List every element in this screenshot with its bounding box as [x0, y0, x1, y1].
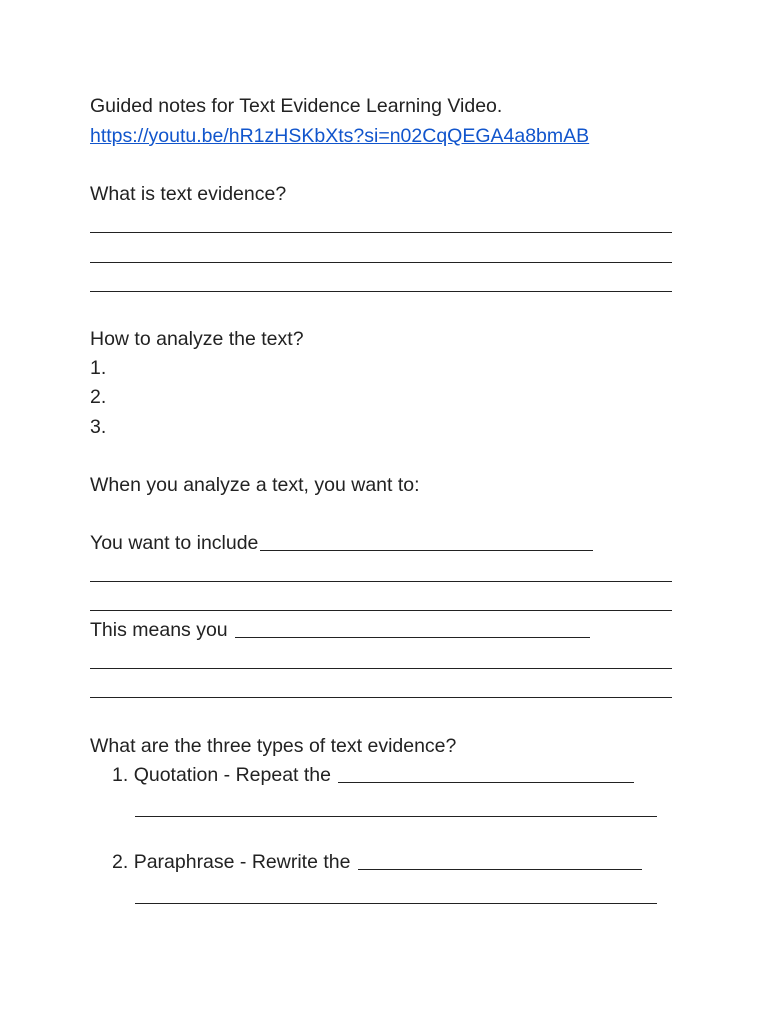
- prompt-you-want-include: [90, 531, 593, 555]
- answer-line[interactable]: [90, 668, 672, 669]
- type-item-quotation: [112, 763, 634, 787]
- question-how-to-analyze: How to analyze the text?: [90, 328, 304, 350]
- worksheet-title: Guided notes for Text Evidence Learning Video.: [90, 95, 503, 117]
- type-label: Paraphrase - Rewrite the: [133, 851, 356, 873]
- type-item-paraphrase: [112, 850, 642, 874]
- step-number-2: 2.: [90, 386, 107, 408]
- question-what-is-text-evidence: What is text evidence?: [90, 183, 287, 205]
- answer-line[interactable]: [90, 232, 672, 233]
- answer-line[interactable]: [90, 291, 672, 292]
- video-link[interactable]: https://youtu.be/hR1zHSKbXts?si=n02CqQEGA4a8bmAB: [90, 125, 590, 147]
- answer-line[interactable]: [90, 262, 672, 263]
- question-three-types: What are the three types of text evidence?: [90, 735, 457, 757]
- answer-line[interactable]: [90, 581, 672, 582]
- step-number-1: 1.: [90, 357, 107, 379]
- list-number: 2.: [112, 851, 129, 873]
- answer-line[interactable]: [135, 903, 657, 904]
- fill-in-blank[interactable]: [358, 869, 642, 870]
- prompt-label: You want to include: [90, 532, 259, 554]
- answer-line[interactable]: [90, 697, 672, 698]
- fill-in-blank[interactable]: [338, 782, 634, 783]
- prompt-label: This means you: [90, 619, 234, 641]
- prompt-when-analyze: When you analyze a text, you want to:: [90, 474, 420, 496]
- type-label: Quotation - Repeat the: [133, 764, 337, 786]
- step-number-3: 3.: [90, 416, 107, 438]
- fill-in-blank[interactable]: [260, 550, 593, 551]
- fill-in-blank[interactable]: [235, 637, 590, 638]
- list-number: 1.: [112, 764, 129, 786]
- prompt-this-means: [90, 618, 590, 642]
- answer-line[interactable]: [90, 610, 672, 611]
- answer-line[interactable]: [135, 816, 657, 817]
